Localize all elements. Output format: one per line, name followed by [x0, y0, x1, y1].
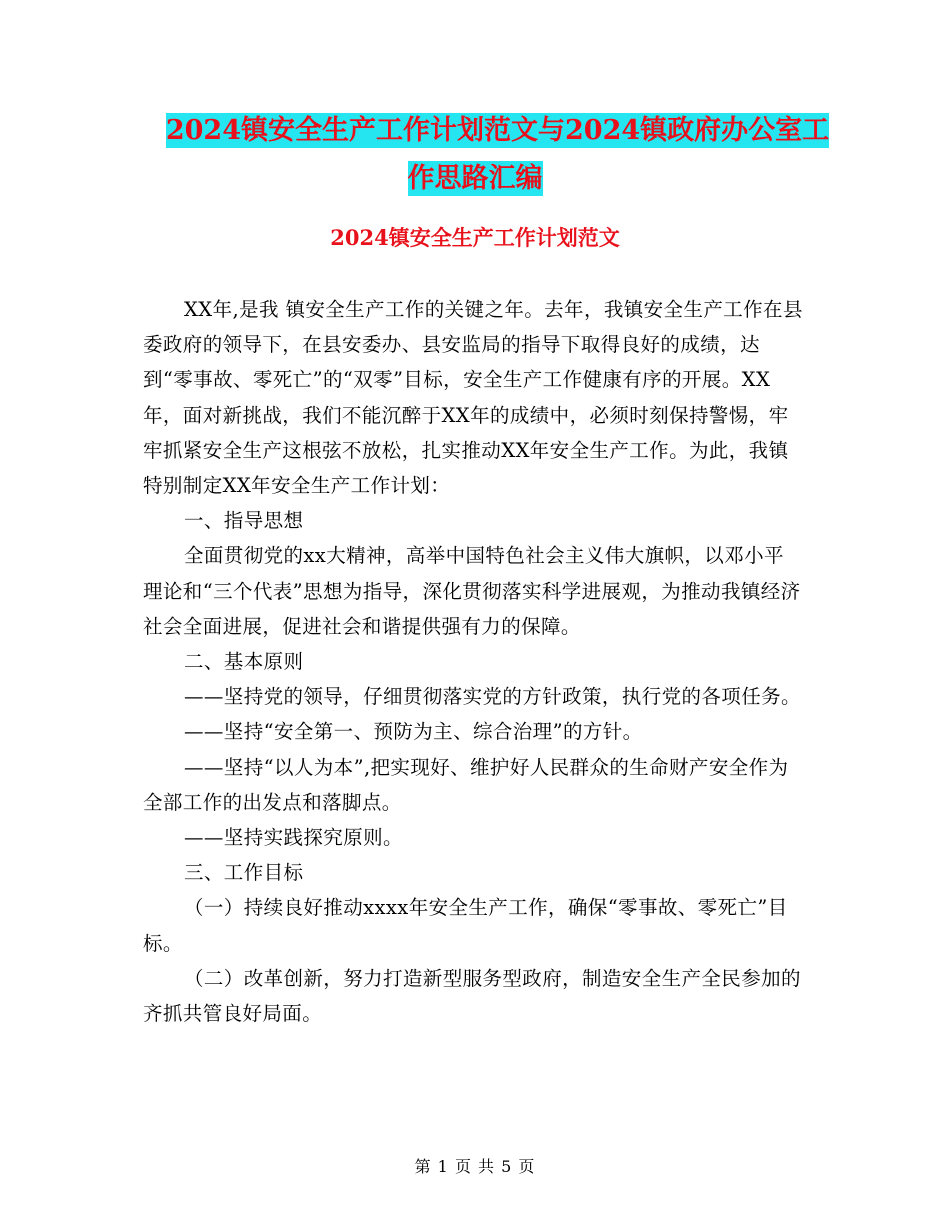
principle-item: ——坚持实践探究原则。 [184, 826, 403, 850]
document-title [0, 110, 950, 200]
section-title: 2024镇安全生产工作计划范文 [330, 225, 620, 250]
title-highlight: 2024镇安全生产工作计划范文与2024镇政府办公室工 [165, 115, 830, 146]
title-line-1 [45, 110, 950, 152]
principle-item: ——坚持“安全第一、预防为主、综合治理”的方针。 [184, 720, 643, 744]
heading-basic-principles: 二、基本原则 [184, 650, 304, 674]
heading-guiding-ideology: 一、指导思想 [184, 509, 304, 533]
principle-item: ——坚持党的领导，仔细贯彻落实党的方针政策，执行党的各项任务。 [184, 685, 801, 709]
paragraph-intro: XX年,是我 镇安全生产工作的关键之年。去年，我镇安全生产工作在县委政府的领导下，在县安委办、县安监局的指导下取得良好的成绩，达到“零事故、零死亡”的“双零”目标，安全生产工作健康有序的开展。XX年，面对新挑战，我们不能沉醉于XX年的成绩中，必须时刻保持警惕，牢牢抓紧安全生产这根弦不放松，扎实推动XX年安全生产工作。为此，我镇特别制定XX年安全生产工作计划： [143, 298, 803, 498]
page-number-footer: 第 1 页 共 5 页 [414, 1157, 536, 1176]
goal-item: （二）改革创新，努力打造新型服务型政府，制造安全生产全民参加的齐抓共管良好局面。 [143, 966, 801, 1026]
title-line-2 [0, 158, 950, 200]
document-body [143, 292, 803, 1031]
principle-item: ——坚持“以人为本”,把实现好、维护好人民群众的生命财产安全作为全部工作的出发点和落脚点。 [143, 755, 789, 814]
heading-work-goals: 三、工作目标 [184, 861, 304, 885]
title-highlight: 作思路汇编 [407, 163, 543, 194]
paragraph-guiding-ideology: 全面贯彻党的xx大精神，高举中国特色社会主义伟大旗帜，以邓小平理论和“三个代表”思想为指导，深化贯彻落实科学进展观，为推动我镇经济社会全面进展，促进社会和谐提供强有力的保障。 [143, 544, 801, 638]
goal-item: （一）持续良好推动xxxx年安全生产工作，确保“零事故、零死亡”目标。 [143, 896, 788, 955]
